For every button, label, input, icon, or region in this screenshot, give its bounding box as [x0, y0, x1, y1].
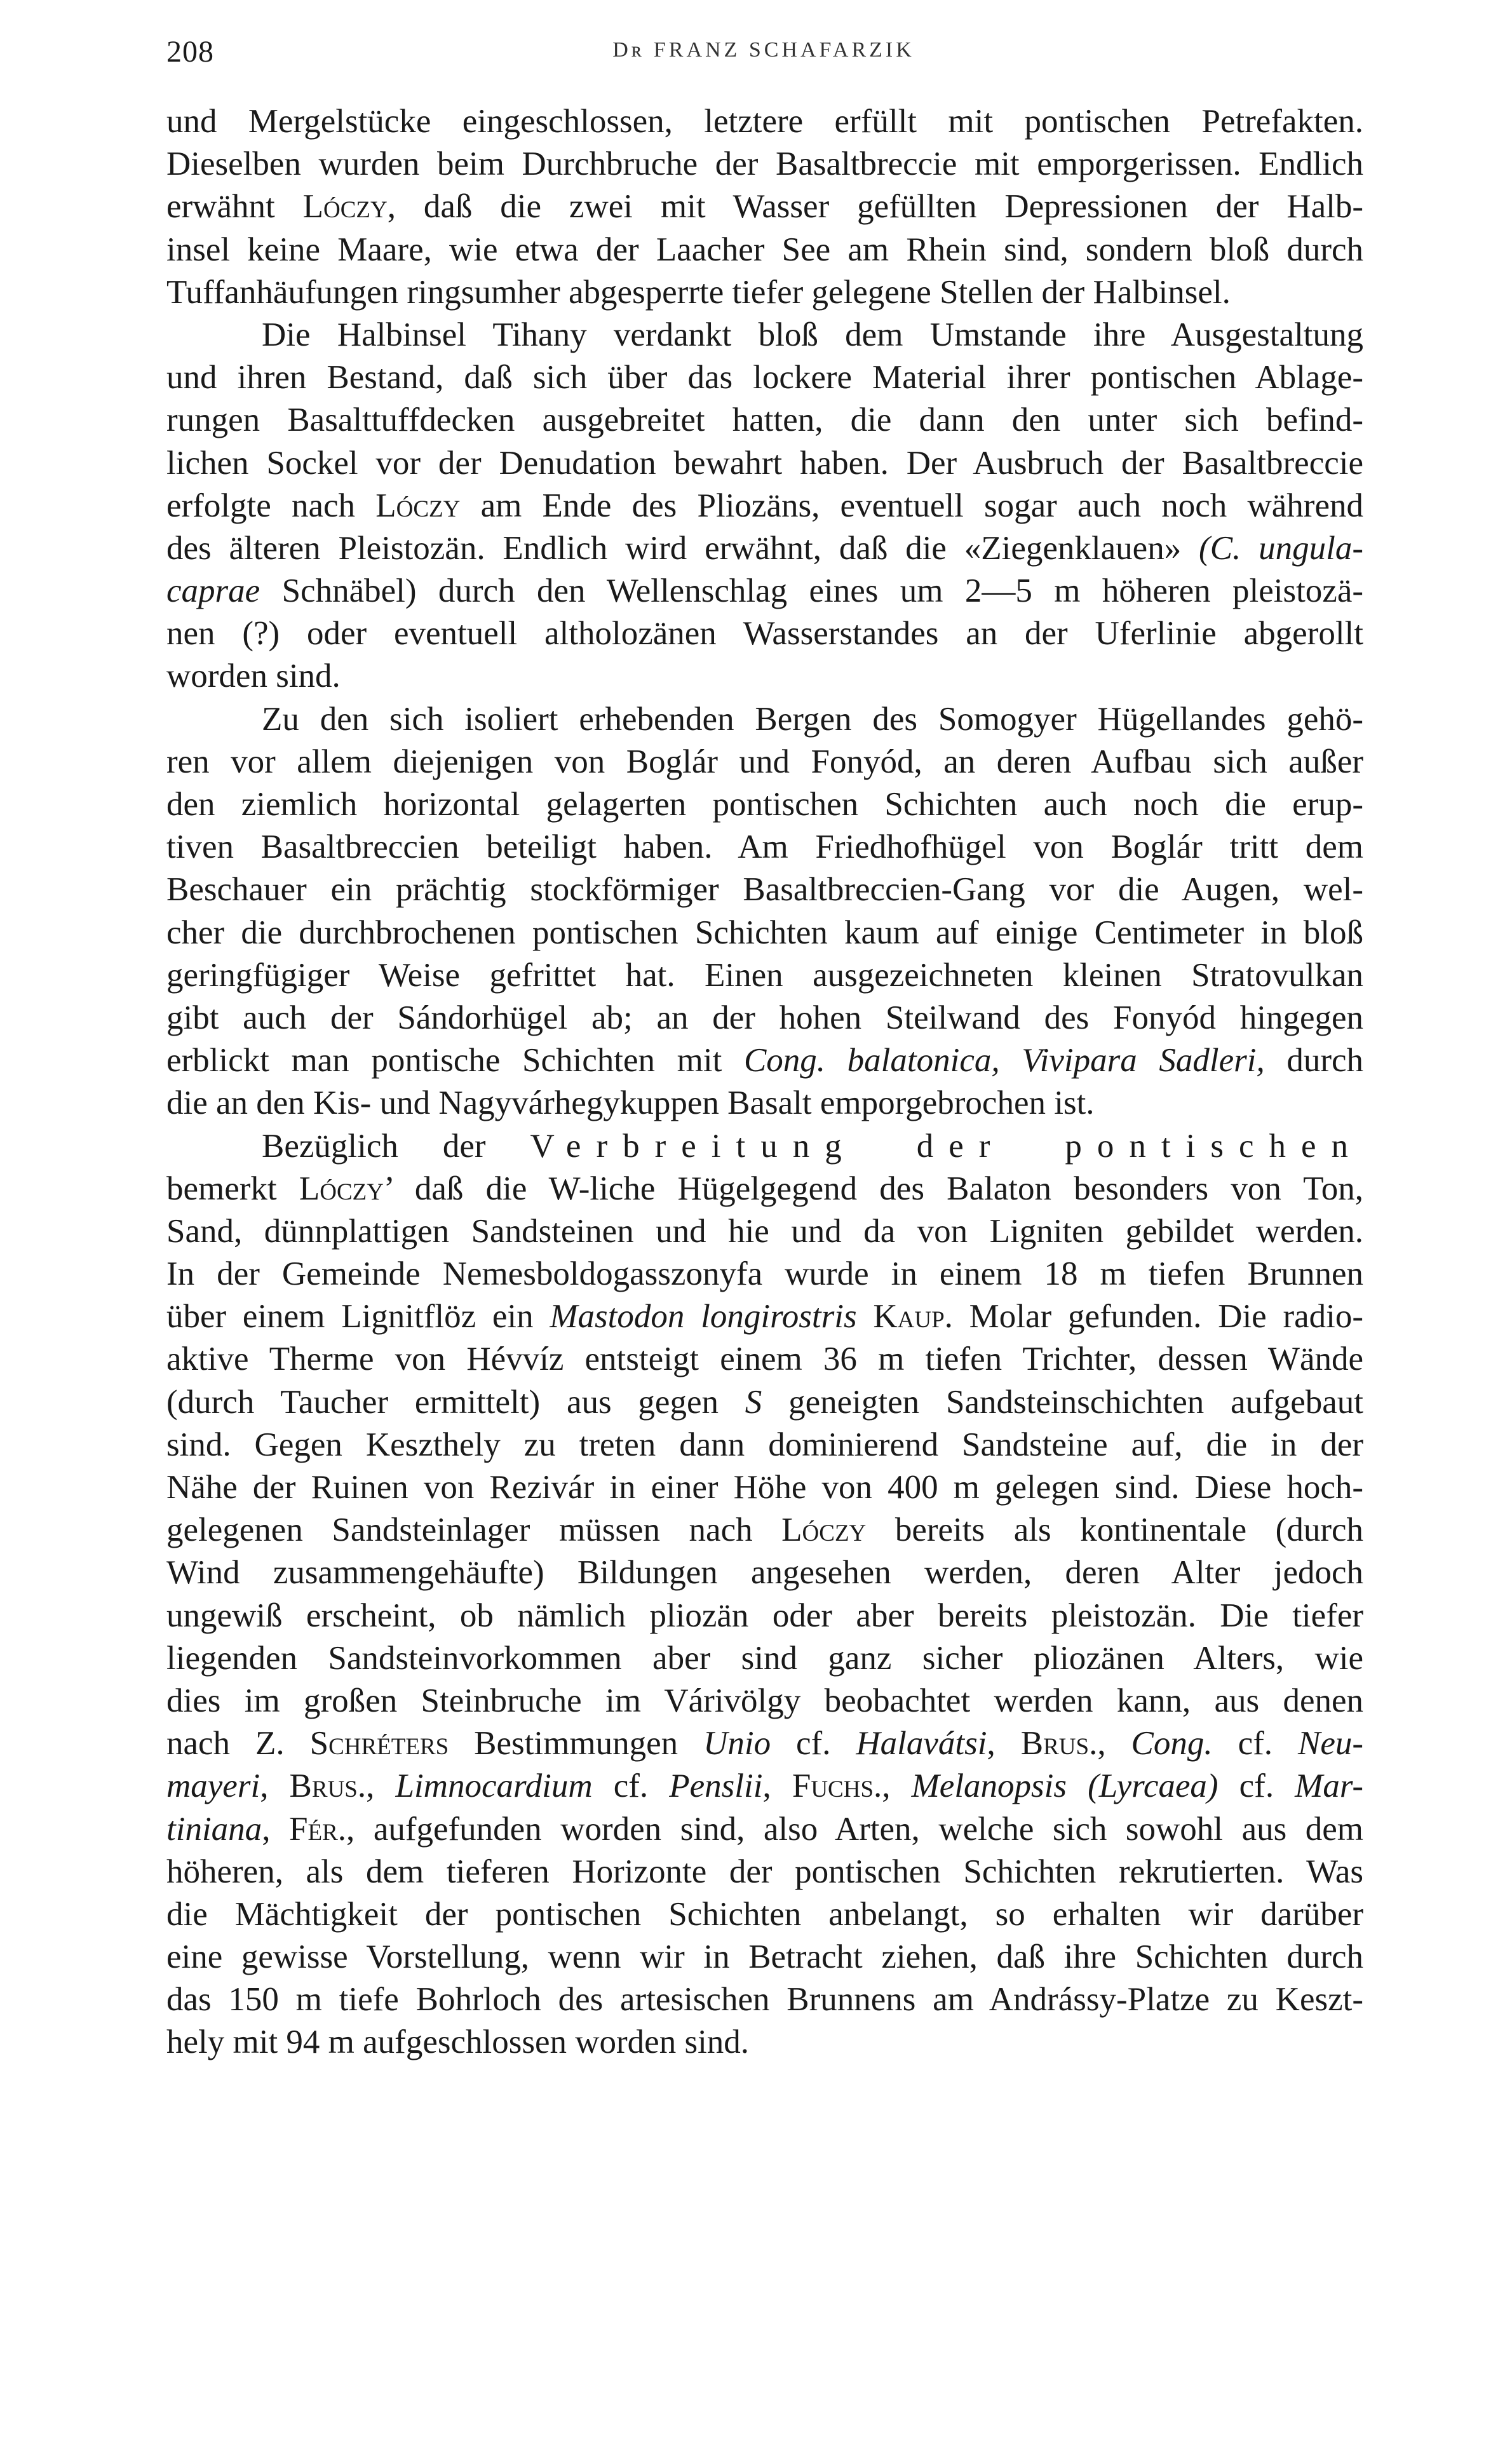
text-line: insel keine Maare, wie etwa der Laacher See am Rhein sind, sondern bloß durch — [166, 231, 1363, 268]
text-line: höheren, als dem tieferen Horizonte der pontischen Schichten rekrutierten. Was — [166, 1853, 1363, 1890]
body-text — [166, 100, 1363, 2064]
text-line: hely mit 94 m aufgeschlossen worden sind. — [166, 2024, 750, 2061]
text-line: bemerkt Lóczy’ daß die W-liche Hügelgegend des Balaton besonders von Ton, — [166, 1170, 1363, 1207]
text-line: das 150 m tiefe Bohrloch des artesischen Brunnens am Andrássy-Platze zu Keszt- — [166, 1981, 1363, 2018]
page-header — [166, 30, 1361, 88]
text-line: eine gewisse Vorstellung, wenn wir in Betracht ziehen, daß ihre Schichten durch — [166, 1938, 1363, 1976]
text-line: gibt auch der Sándorhügel ab; an der hohen Steilwand des Fonyód hingegen — [166, 999, 1363, 1036]
text-line: den ziemlich horizontal gelagerten pontischen Schichten auch noch die erup- — [166, 786, 1363, 823]
text-line: Nähe der Ruinen von Rezivár in einer Höhe von 400 m gelegen sind. Diese hoch- — [166, 1469, 1363, 1506]
text-line: ungewiß erscheint, ob nämlich pliozän oder aber bereits pleistozän. Die tiefer — [166, 1597, 1363, 1634]
page-number: 208 — [166, 35, 214, 69]
text-line: erwähnt Lóczy, daß die zwei mit Wasser gefüllten Depressionen der Halb- — [166, 188, 1363, 226]
text-line: ren vor allem diejenigen von Boglár und Fonyód, an deren Aufbau sich außer — [166, 743, 1363, 780]
text-line: dies im großen Steinbruche im Várivölgy beobachtet werden kann, aus denen — [166, 1682, 1363, 1719]
text-line: Zu den sich isoliert erhebenden Bergen des Somogyer Hügellandes gehö- — [262, 700, 1363, 738]
text-line: mayeri, Brus., Limnocardium cf. Penslii, Fuchs., Melanopsis (Lyrcaea) cf. Mar- — [166, 1768, 1363, 1805]
text-line: Dieselben wurden beim Durchbruche der Basaltbreccie mit emporgerissen. Endlich — [166, 145, 1363, 183]
text-line: In der Gemeinde Nemesboldogasszonyfa wurde in einem 18 m tiefen Brunnen — [166, 1255, 1363, 1293]
text-line: lichen Sockel vor der Denudation bewahrt haben. Der Ausbruch der Basaltbreccie — [166, 444, 1363, 482]
text-line: die an den Kis- und Nagyvárhegykuppen Basalt emporgebrochen ist. — [166, 1085, 1095, 1122]
text-line: liegenden Sandsteinvorkommen aber sind ganz sicher pliozänen Alters, wie — [166, 1639, 1363, 1677]
text-line: worden sind. — [166, 658, 341, 695]
text-line: Tuffanhäufungen ringsumher abgesperrte tiefer gelegene Stellen der Halbinsel. — [166, 273, 1231, 311]
text-line: über einem Lignitflöz ein Mastodon longirostris Kaup. Molar gefunden. Die radio- — [166, 1298, 1363, 1335]
text-line: Sand, dünnplattigen Sandsteinen und hie und da von Ligniten gebildet werden. — [166, 1212, 1363, 1250]
text-line: Wind zusammengehäufte) Bildungen angesehen werden, deren Alter jedoch — [166, 1554, 1363, 1592]
text-line: und ihren Bestand, daß sich über das lockere Material ihrer pontischen Ablage- — [166, 359, 1363, 396]
text-line: geringfügiger Weise gefrittet hat. Einen ausgezeichneten kleinen Stratovulkan — [166, 956, 1363, 994]
text-line: Bezüglich der Verbreitung der pontischen — [262, 1127, 1363, 1165]
text-line: cher die durchbrochenen pontischen Schichten kaum auf einige Centimeter in bloß — [166, 914, 1363, 951]
text-line: caprae Schnäbel) durch den Wellenschlag eines um 2—5 m höheren pleistozä- — [166, 572, 1363, 610]
text-line: die Mächtigkeit der pontischen Schichten anbelangt, so erhalten wir darüber — [166, 1895, 1363, 1933]
text-line: nach Z. Schréters Bestimmungen Unio cf. Halavátsi, Brus., Cong. cf. Neu- — [166, 1725, 1363, 1762]
text-line: tiniana, Fér., aufgefunden worden sind, also Arten, welche sich sowohl aus dem — [166, 1810, 1363, 1848]
text-line: nen (?) oder eventuell altholozänen Wasserstandes an der Uferlinie abgerollt — [166, 615, 1363, 653]
text-line: des älteren Pleistozän. Endlich wird erwähnt, daß die «Ziegenklauen» (C. ungula- — [166, 529, 1363, 567]
text-line: Die Halbinsel Tihany verdankt bloß dem Umstande ihre Ausgestaltung — [262, 316, 1363, 353]
text-line: rungen Basalttuffdecken ausgebreitet hatten, die dann den unter sich befind- — [166, 402, 1363, 439]
text-line: sind. Gegen Keszthely zu treten dann dominierend Sandsteine auf, die in der — [166, 1426, 1363, 1463]
text-line: und Mergelstücke eingeschlossen, letztere erfüllt mit pontischen Petrefakten. — [166, 103, 1363, 140]
text-line: erfolgte nach Lóczy am Ende des Pliozäns, eventuell sogar auch noch während — [166, 487, 1363, 524]
running-head: Dʀ FRANZ SCHAFARZIK — [612, 38, 915, 62]
text-line: gelegenen Sandsteinlager müssen nach Lóczy bereits als kontinentale (durch — [166, 1511, 1363, 1549]
text-line: erblickt man pontische Schichten mit Cong. balatonica, Vivipara Sadleri, durch — [166, 1042, 1363, 1079]
text-line: tiven Basaltbreccien beteiligt haben. Am Friedhofhügel von Boglár tritt dem — [166, 828, 1363, 866]
text-line: (durch Taucher ermittelt) aus gegen S geneigten Sandsteinschichten aufgebaut — [166, 1383, 1363, 1421]
text-line: aktive Therme von Hévvíz entsteigt einem 36 m tiefen Trichter, dessen Wände — [166, 1341, 1363, 1378]
text-line: Beschauer ein prächtig stockförmiger Basaltbreccien-Gang vor die Augen, wel- — [166, 871, 1363, 909]
